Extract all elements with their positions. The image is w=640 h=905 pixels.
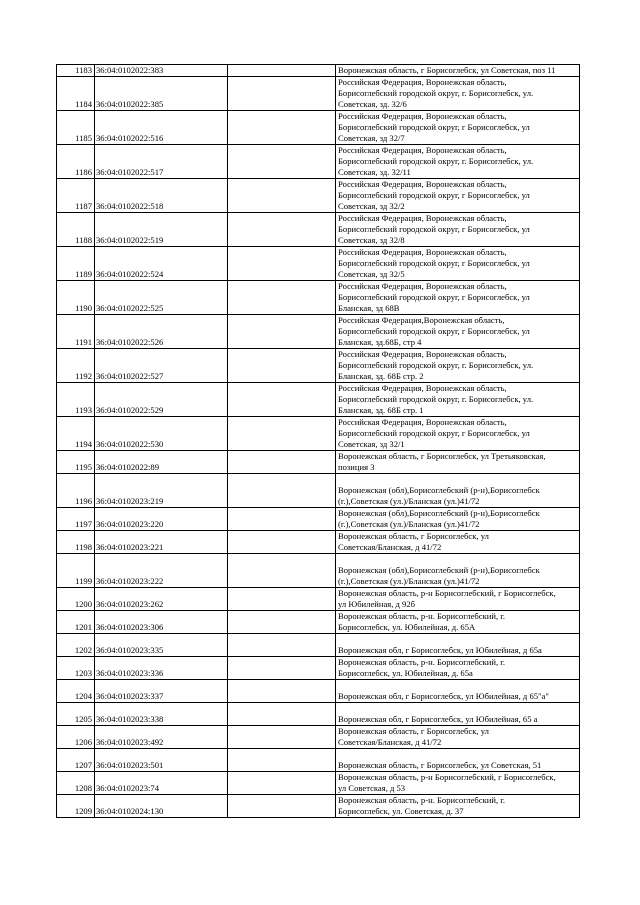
row-number-cell: 1187 — [57, 179, 95, 213]
cadastral-number-cell: 36:04:0102022:525 — [95, 281, 228, 315]
table-row — [57, 531, 580, 554]
table-row — [57, 247, 580, 281]
cadastral-number-cell: 36:04:0102024:130 — [95, 795, 228, 818]
row-number-cell: 1205 — [57, 703, 95, 726]
table-row — [57, 726, 580, 749]
cadastral-number-cell: 36:04:0102022:527 — [95, 349, 228, 383]
row-number-cell: 1198 — [57, 531, 95, 554]
cadastral-number-cell: 36:04:0102023:262 — [95, 588, 228, 611]
table-row — [57, 554, 580, 588]
table-row — [57, 680, 580, 703]
address-cell: Воронежская область, г Борисоглебск, ул Советская/Бланская, д 41/72 — [336, 726, 580, 749]
table-row — [57, 179, 580, 213]
row-number-cell: 1183 — [57, 65, 95, 77]
cadastral-number-cell: 36:04:0102022:385 — [95, 77, 228, 111]
empty-cell — [228, 349, 336, 383]
table-row — [57, 508, 580, 531]
empty-cell — [228, 315, 336, 349]
address-cell: Российская Федерация,Воронежская область, Борисоглебский городской округ, г Борисоглебск, ул Бланская, зд.68Б, стр 4 — [336, 315, 580, 349]
empty-cell — [228, 474, 336, 508]
empty-cell — [228, 111, 336, 145]
empty-cell — [228, 508, 336, 531]
row-number-cell: 1207 — [57, 749, 95, 772]
empty-cell — [228, 145, 336, 179]
address-cell: Российская Федерация, Воронежская область, Борисоглебский городской округ, г Борисоглебск, ул Советская, зд 32/7 — [336, 111, 580, 145]
row-number-cell: 1196 — [57, 474, 95, 508]
cadastral-number-cell: 36:04:0102023:219 — [95, 474, 228, 508]
cadastral-number-cell: 36:04:0102023:221 — [95, 531, 228, 554]
empty-cell — [228, 588, 336, 611]
empty-cell — [228, 451, 336, 474]
cadastral-number-cell: 36:04:0102022:530 — [95, 417, 228, 451]
address-cell: Российская Федерация, Воронежская область, Борисоглебский городской округ, г Борисоглебск, ул Советская, зд 32/8 — [336, 213, 580, 247]
cadastral-number-cell: 36:04:0102023:492 — [95, 726, 228, 749]
table-row — [57, 281, 580, 315]
address-cell: Российская Федерация, Воронежская область, Борисоглебский городской округ, г Борисоглебск, ул Бланская, зд 68В — [336, 281, 580, 315]
cadastral-number-cell: 36:04:0102023:74 — [95, 772, 228, 795]
registry-table-body — [57, 65, 580, 818]
address-cell: Воронежская обл, г Борисоглебск, ул Юбилейная, д 65"а" — [336, 680, 580, 703]
row-number-cell: 1194 — [57, 417, 95, 451]
cadastral-number-cell: 36:04:0102023:335 — [95, 634, 228, 657]
address-cell: Воронежская область, р-н Борисоглебский, г Борисоглебск, ул Советская, д 53 — [336, 772, 580, 795]
address-cell: Воронежская область, г Борисоглебск, ул Советская/Бланская, д 41/72 — [336, 531, 580, 554]
address-cell: Воронежская (обл),Борисоглебский (р-н),Борисоглебск (г.),Советская (ул.)/Бланская (ул.)41/72 — [336, 474, 580, 508]
empty-cell — [228, 726, 336, 749]
address-cell: Воронежская область, г Борисоглебск, ул Третьяковская, позиция 3 — [336, 451, 580, 474]
empty-cell — [228, 657, 336, 680]
empty-cell — [228, 179, 336, 213]
empty-cell — [228, 281, 336, 315]
table-row — [57, 417, 580, 451]
cadastral-number-cell: 36:04:0102023:222 — [95, 554, 228, 588]
row-number-cell: 1184 — [57, 77, 95, 111]
row-number-cell: 1189 — [57, 247, 95, 281]
table-row — [57, 145, 580, 179]
address-cell: Воронежская обл, г Борисоглебск, ул Юбилейная, д 65а — [336, 634, 580, 657]
cadastral-number-cell: 36:04:0102023:501 — [95, 749, 228, 772]
table-row — [57, 77, 580, 111]
row-number-cell: 1197 — [57, 508, 95, 531]
row-number-cell: 1190 — [57, 281, 95, 315]
row-number-cell: 1199 — [57, 554, 95, 588]
address-cell: Российская Федерация, Воронежская область, Борисоглебский городской округ, г. Борисоглебск, ул. Советская, зд. 32/6 — [336, 77, 580, 111]
table-row — [57, 703, 580, 726]
table-row — [57, 611, 580, 634]
empty-cell — [228, 247, 336, 281]
cadastral-number-cell: 36:04:0102022:89 — [95, 451, 228, 474]
empty-cell — [228, 65, 336, 77]
address-cell: Воронежская область, г Борисоглебск, ул Советская, 51 — [336, 749, 580, 772]
address-cell: Воронежская область, р-н. Борисоглебский, г. Борисоглебск, ул. Советская, д. 37 — [336, 795, 580, 818]
row-number-cell: 1193 — [57, 383, 95, 417]
table-row — [57, 383, 580, 417]
address-cell: Воронежская область, г Борисоглебск, ул Советская, поз 11 — [336, 65, 580, 77]
address-cell: Воронежская (обл),Борисоглебский (р-н),Борисоглебск (г.),Советская (ул.)/Бланская (ул.)41/72 — [336, 554, 580, 588]
row-number-cell: 1185 — [57, 111, 95, 145]
table-row — [57, 65, 580, 77]
cadastral-number-cell: 36:04:0102022:518 — [95, 179, 228, 213]
cadastral-number-cell: 36:04:0102022:383 — [95, 65, 228, 77]
cadastral-number-cell: 36:04:0102022:517 — [95, 145, 228, 179]
address-cell: Российская Федерация, Воронежская область, Борисоглебский городской округ, г Борисоглебск, ул Советская, зд 32/5 — [336, 247, 580, 281]
row-number-cell: 1202 — [57, 634, 95, 657]
empty-cell — [228, 417, 336, 451]
row-number-cell: 1195 — [57, 451, 95, 474]
address-cell: Воронежская область, р-н Борисоглебский, г Борисоглебск, ул Юбилейная, д 92б — [336, 588, 580, 611]
table-row — [57, 451, 580, 474]
address-cell: Российская Федерация, Воронежская область, Борисоглебский городской округ, г. Борисоглебск, ул. Советская, зд. 32/11 — [336, 145, 580, 179]
table-row — [57, 111, 580, 145]
cadastral-number-cell: 36:04:0102023:336 — [95, 657, 228, 680]
empty-cell — [228, 77, 336, 111]
empty-cell — [228, 383, 336, 417]
cadastral-number-cell: 36:04:0102022:524 — [95, 247, 228, 281]
empty-cell — [228, 634, 336, 657]
row-number-cell: 1192 — [57, 349, 95, 383]
cadastral-number-cell: 36:04:0102022:526 — [95, 315, 228, 349]
cadastral-number-cell: 36:04:0102023:220 — [95, 508, 228, 531]
row-number-cell: 1201 — [57, 611, 95, 634]
table-row — [57, 315, 580, 349]
cadastral-number-cell: 36:04:0102023:338 — [95, 703, 228, 726]
row-number-cell: 1209 — [57, 795, 95, 818]
address-cell: Российская Федерация, Воронежская область, Борисоглебский городской округ, г Борисоглебск, ул Советская, зд 32/1 — [336, 417, 580, 451]
empty-cell — [228, 554, 336, 588]
table-row — [57, 213, 580, 247]
empty-cell — [228, 749, 336, 772]
empty-cell — [228, 703, 336, 726]
registry-table — [56, 64, 580, 818]
empty-cell — [228, 611, 336, 634]
empty-cell — [228, 213, 336, 247]
address-cell: Воронежская обл, г Борисоглебск, ул Юбилейная, 65 а — [336, 703, 580, 726]
cadastral-number-cell: 36:04:0102022:516 — [95, 111, 228, 145]
row-number-cell: 1208 — [57, 772, 95, 795]
cadastral-number-cell: 36:04:0102022:519 — [95, 213, 228, 247]
table-row — [57, 349, 580, 383]
row-number-cell: 1203 — [57, 657, 95, 680]
cadastral-number-cell: 36:04:0102022:529 — [95, 383, 228, 417]
table-row — [57, 795, 580, 818]
row-number-cell: 1206 — [57, 726, 95, 749]
row-number-cell: 1188 — [57, 213, 95, 247]
address-cell: Российская Федерация, Воронежская область, Борисоглебский городской округ, г. Борисоглебск, ул. Бланская, зд. 68Б стр. 2 — [336, 349, 580, 383]
address-cell: Воронежская область, р-н. Борисоглебский, г. Борисоглебск, ул. Юбилейная, д. 65А — [336, 611, 580, 634]
cadastral-number-cell: 36:04:0102023:306 — [95, 611, 228, 634]
empty-cell — [228, 531, 336, 554]
row-number-cell: 1204 — [57, 680, 95, 703]
table-row — [57, 474, 580, 508]
table-row — [57, 772, 580, 795]
empty-cell — [228, 772, 336, 795]
cadastral-number-cell: 36:04:0102023:337 — [95, 680, 228, 703]
address-cell: Российская Федерация, Воронежская область, Борисоглебский городской округ, г Борисоглебск, ул Советская, зд 32/2 — [336, 179, 580, 213]
address-cell: Воронежская область, р-н. Борисоглебский, г. Борисоглебск, ул. Юбилейная, д. 65а — [336, 657, 580, 680]
table-row — [57, 634, 580, 657]
address-cell: Воронежская (обл),Борисоглебский (р-н),Борисоглебск (г.),Советская (ул.)/Бланская (ул.)41/72 — [336, 508, 580, 531]
table-row — [57, 657, 580, 680]
row-number-cell: 1186 — [57, 145, 95, 179]
row-number-cell: 1191 — [57, 315, 95, 349]
empty-cell — [228, 680, 336, 703]
table-row — [57, 749, 580, 772]
empty-cell — [228, 795, 336, 818]
address-cell: Российская Федерация, Воронежская область, Борисоглебский городской округ, г. Борисоглебск, ул. Бланская, зд. 68Б стр. 1 — [336, 383, 580, 417]
row-number-cell: 1200 — [57, 588, 95, 611]
table-row — [57, 588, 580, 611]
